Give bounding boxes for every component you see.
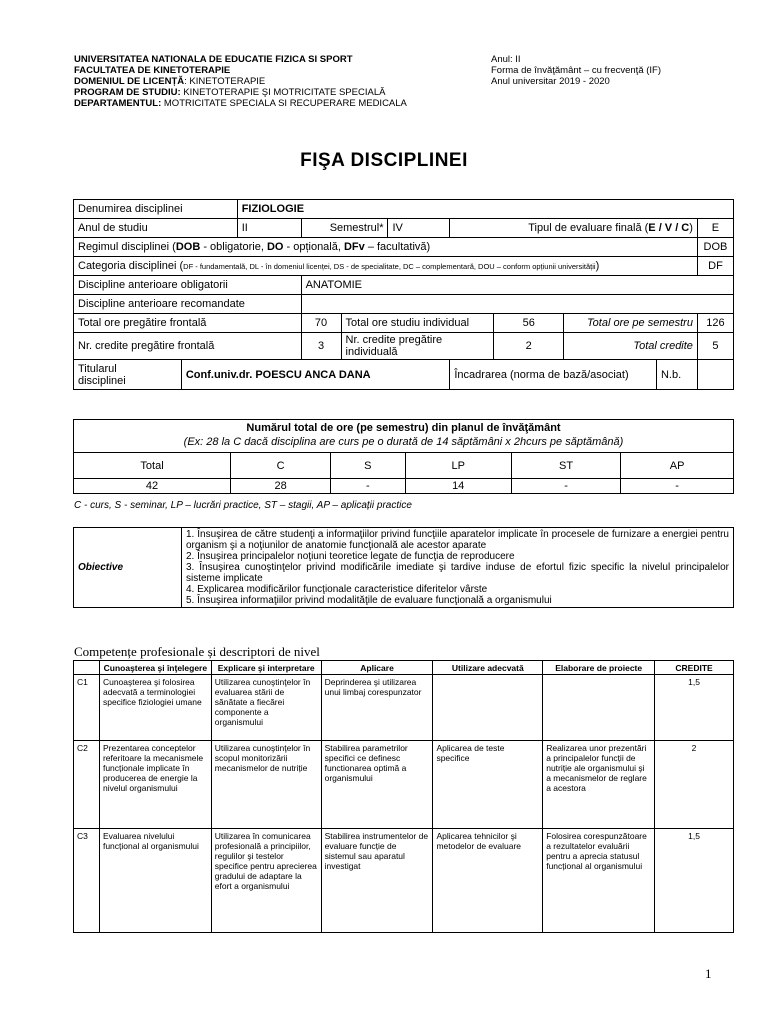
holder-value: Conf.univ.dr. POESCU ANCA DANA xyxy=(181,360,450,390)
competences-title: Competențe profesionale și descriptori de nivel xyxy=(74,644,320,659)
table-row: C2 Prezentarea conceptelor referitoare la mecanismele funcționale implicate în producerea de energie la nivelul organismului Utilizarea cunoştinţelor în scopul monitorizării mecanismelor de nutriție Stabilirea parametrilor specifici ce definesc functionarea optimă a organismului Aplicarea de teste specifice Realizarea unor prezentări a principalelor funcții de nutriție ale organismului şi a mecanismelor de reglare a acestora 2 xyxy=(74,741,734,829)
study-year-value: II xyxy=(237,219,301,238)
department-line: DEPARTAMENTUL: MOTRICITATE SPECIALA SI RECUPERARE MEDICALA xyxy=(74,98,407,109)
row-recommended: Discipline anterioare recomandate xyxy=(74,295,734,314)
hours-legend: C - curs, S - seminar, LP – lucrări practice, ST – stagii, AP – aplicații practice xyxy=(74,500,412,511)
objective-item: 2. Însuşirea principalelor noţiuni teoretice legate de funcţia de reproducere xyxy=(186,551,515,562)
evaluation-type-value: E xyxy=(697,219,733,238)
hours-value-row: 42 28 - 14 - - xyxy=(74,479,734,494)
table-row: C3 Evaluarea nivelului funcțional al organismului Utilizarea în comunicarea profesională a principiilor, regulilor şi testelor specifice pentru aprecierea gradului de adaptare la efort a organismului Stabilirea instrumentelor de evaluare funcție de sistemul sau aparatul investigat Aplicarea tehnicilor şi metodelor de evaluare Folosirea corespunzătoare a rezultatelor evaluării pentru a aprecia statusul funcțional al organismului 1,5 xyxy=(74,829,734,933)
study-form: Forma de învăţământ – cu frecvenţă (IF) xyxy=(491,65,662,76)
semester-value: IV xyxy=(388,219,450,238)
norm-value: N.b. xyxy=(656,360,697,390)
competences-header-row: Cunoaşterea şi înţelegere Explicare şi interpretare Aplicare Utilizare adecvată Elaborare de proiecte CREDITE xyxy=(74,661,734,675)
recommended-value xyxy=(301,295,733,314)
objectives-label: Obiective xyxy=(74,528,182,608)
row-credits: Nr. credite pregătire frontală 3 Nr. credite pregătire individuală 2 Total credite 5 xyxy=(74,333,734,360)
institution-header xyxy=(74,54,407,109)
objective-item: 3. Însuşirea cunoştinţelor privind modificările imediate şi tardive induse de efortul fizic specific la nivelul principalelor sisteme implicate xyxy=(186,562,729,584)
objective-item: 5. Însuşirea informaţiilor privind modalităţile de evaluare funcţională a organismului xyxy=(186,595,552,606)
page-title: FIŞA DISCIPLINEI xyxy=(300,150,468,171)
row-discipline-name: Denumirea disciplinei FIZIOLOGIE xyxy=(74,200,734,219)
study-info-header xyxy=(491,54,661,87)
program-line: PROGRAM DE STUDIU: KINETOTERAPIE ŞI MOTRICITATE SPECIALĂ xyxy=(74,87,386,98)
university-name: UNIVERSITATEA NATIONALA DE EDUCATIE FIZICA SI SPORT xyxy=(74,54,353,65)
regime-value: DOB xyxy=(697,238,733,257)
row-category: Categoria disciplinei (DF - fundamentală, DL - în domeniul licenței, DS - de specialitate, DC – complementară, DOU – conform opțiunii universității) DF xyxy=(74,257,734,276)
academic-year: Anul universitar 2019 - 2020 xyxy=(491,76,610,87)
objectives-table xyxy=(73,527,734,608)
prerequisites-value: ANATOMIE xyxy=(301,276,733,295)
faculty-name: FACULTATEA DE KINETOTERAPIE xyxy=(74,65,231,76)
hours-table xyxy=(73,419,734,494)
table-row: C1 Cunoaşterea şi folosirea adecvată a terminologiei specifice fiziologiei umane Utilizarea cunoştinţelor în evaluarea stării de sănătate a fiecărei componente a organismului Deprinderea şi utilizarea unui limbaj corespunzator 1,5 xyxy=(74,675,734,741)
study-year: Anul: II xyxy=(491,54,521,65)
row-holder: Titularul disciplinei Conf.univ.dr. POESCU ANCA DANA Încadrarea (norma de bază/asociat) N.b. xyxy=(74,360,734,390)
hours-header-row: Total C S LP ST AP xyxy=(74,453,734,479)
row-hours: Total ore pregătire frontală 70 Total ore studiu individual 56 Total ore pe semestru 126 xyxy=(74,314,734,333)
row-regime: Regimul disciplinei (DOB - obligatorie, DO - opțională, DFv – facultativă) DOB xyxy=(74,238,734,257)
objective-item: 1. Însuşirea de către studenţi a informaţiilor privind funcţiile aparatelor implicate în procesele de furnizare a energiei pentru organism şi a noţiunilor de anatomie funcţională ale acestor aparate xyxy=(186,529,729,551)
category-value: DF xyxy=(697,257,733,276)
domain-line: DOMENIUL DE LICENȚĂ: KINETOTERAPIE xyxy=(74,76,266,87)
discipline-info-table xyxy=(73,199,734,390)
hours-title: Numărul total de ore (pe semestru) din planul de învăţământ xyxy=(74,420,734,436)
discipline-name: FIZIOLOGIE xyxy=(237,200,733,219)
competences-table xyxy=(73,660,734,933)
page-number: 1 xyxy=(705,966,712,981)
row-study-year: Anul de studiu II Semestrul* IV Tipul de evaluare finală (E / V / C) E xyxy=(74,219,734,238)
row-prerequisites: Discipline anterioare obligatorii ANATOMIE xyxy=(74,276,734,295)
objective-item: 4. Explicarea modificărilor funcţionale caracteristice diferitelor vârste xyxy=(186,584,488,595)
hours-subtitle: (Ex: 28 la C dacă disciplina are curs pe o durată de 14 săptămâni x 2hcurs pe săptămână) xyxy=(74,435,734,453)
